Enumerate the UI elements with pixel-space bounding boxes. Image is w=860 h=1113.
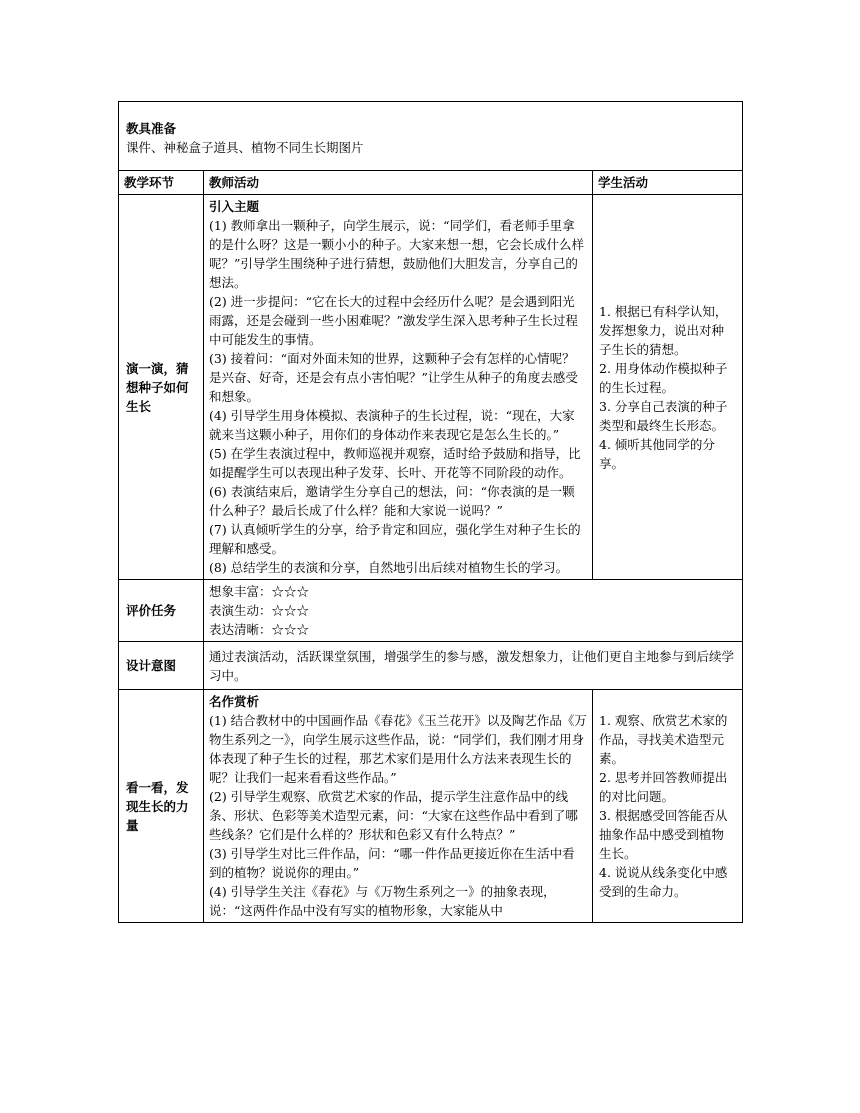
evaluation-cell <box>204 580 743 642</box>
section1-student-cell <box>593 195 743 580</box>
section1-teacher-cell <box>204 195 593 580</box>
section1-stage: 演一演，猜想种子如何生长 <box>119 195 204 580</box>
section2-student-item: 3. 根据感受回答能否从抽象作品中感受到植物生长。 <box>599 808 728 861</box>
section2-student-cell <box>593 690 743 923</box>
section2-teacher-cell <box>204 690 593 923</box>
section2-student-item: 4. 说说从线条变化中感受到的生命力。 <box>599 865 728 899</box>
section1-student-item: 4. 倾听其他同学的分享。 <box>599 436 715 471</box>
design-stage: 设计意图 <box>119 642 204 690</box>
section2-teacher-item: (4) 引导学生关注《春花》与《万物生系列之一》的抽象表现，说：“这两件作品中没有写实的植物形象，大家能从中 <box>209 884 556 918</box>
prep-row <box>119 102 743 171</box>
section2-teacher-item: (3) 引导学生对比三件作品，问：“哪一件作品更接近你在生活中看到的植物？说说你的理由。” <box>209 846 575 880</box>
section1-teacher-item: (7) 认真倾听学生的分享，给予肯定和回应，强化学生对种子生长的理解和感受。 <box>209 522 581 556</box>
design-content: 通过表演活动，活跃课堂氛围，增强学生的参与感，激发想象力，让他们更自主地参与到后续学习中。 <box>204 642 743 690</box>
section1-teacher-item: (1) 教师拿出一颗种子，向学生展示，说：“同学们，看老师手里拿的是什么呀？这是一颗小小的种子。大家来想一想，它会长成什么样呢？”引导学生围绕种子进行猜想，鼓励他们大胆发言，分享自己的想法。 <box>209 218 585 290</box>
section1-teacher-item: (4) 引导学生用身体模拟、表演种子的生长过程，说：“现在，大家就来当这颗小种子，用你们的身体动作来表现它是怎么生长的。” <box>209 408 575 442</box>
section1-student-item: 2. 用身体动作模拟种子的生长过程。 <box>599 360 728 395</box>
prep-content: 课件、神秘盒子道具、植物不同生长期图片 <box>126 140 364 155</box>
section2-student-item: 2. 思考并回答教师提出的对比问题。 <box>599 770 728 804</box>
section1-teacher-item: (3) 接着问：“面对外面未知的世界，这颗种子会有怎样的心情呢？是兴奋、好奇，还是会有点小害怕呢？”让学生从种子的角度去感受和想象。 <box>209 351 578 404</box>
section1-row <box>119 195 743 580</box>
prep-title: 教具准备 <box>126 121 177 136</box>
lesson-plan-table <box>118 101 743 923</box>
section2-teacher-title: 名作赏析 <box>209 694 260 709</box>
prep-cell <box>119 102 743 171</box>
evaluation-row <box>119 580 743 642</box>
section1-teacher-title: 引入主题 <box>209 199 260 214</box>
section2-student-item: 1. 观察、欣赏艺术家的作品，寻找美术造型元素。 <box>599 713 728 766</box>
evaluation-item: 表演生动：☆☆☆ <box>209 603 310 618</box>
section1-teacher-item: (5) 在学生表演过程中，教师巡视并观察，适时给予鼓励和指导，比如提醒学生可以表现出种子发芽、长叶、开花等不同阶段的动作。 <box>209 446 581 480</box>
evaluation-item: 表达清晰：☆☆☆ <box>209 622 310 637</box>
section2-row <box>119 690 743 923</box>
header-teacher: 教师活动 <box>204 171 593 195</box>
section2-teacher-item: (2) 引导学生观察、欣赏艺术家的作品，提示学生注意作品中的线条、形状、色彩等美术造型元素，问：“大家在这些作品中看到了哪些线条？它们是什么样的？形状和色彩又有什么特点？” <box>209 789 578 842</box>
header-stage: 教学环节 <box>119 171 204 195</box>
design-row <box>119 642 743 690</box>
section1-teacher-item: (2) 进一步提问：“它在长大的过程中会经历什么呢？是会遇到阳光雨露，还是会碰到一些小困难呢？”激发学生深入思考种子生长过程中可能发生的事情。 <box>209 294 578 347</box>
section1-teacher-item: (6) 表演结束后，邀请学生分享自己的想法，问：“你表演的是一颗什么种子？最后长成了什么样？能和大家说一说吗？” <box>209 484 575 518</box>
section2-teacher-item: (1) 结合教材中的中国画作品《春花》《玉兰花开》以及陶艺作品《万物生系列之一》，向学生展示这些作品，说：“同学们，我们刚才用身体表现了种子生长的过程，那艺术家们是用什么方法来表现生长的呢？让我们一起来看看这些作品。” <box>209 713 587 785</box>
evaluation-stage: 评价任务 <box>119 580 204 642</box>
evaluation-item: 想象丰富：☆☆☆ <box>209 584 310 599</box>
section2-stage: 看一看，发现生长的力量 <box>119 690 204 923</box>
section1-student-item: 1. 根据已有科学认知，发挥想象力，说出对种子生长的猜想。 <box>599 303 728 357</box>
header-student: 学生活动 <box>593 171 743 195</box>
section1-teacher-item: (8) 总结学生的表演和分享，自然地引出后续对植物生长的学习。 <box>209 560 569 575</box>
header-row <box>119 171 743 195</box>
section1-student-item: 3. 分享自己表演的种子类型和最终生长形态。 <box>599 398 728 433</box>
